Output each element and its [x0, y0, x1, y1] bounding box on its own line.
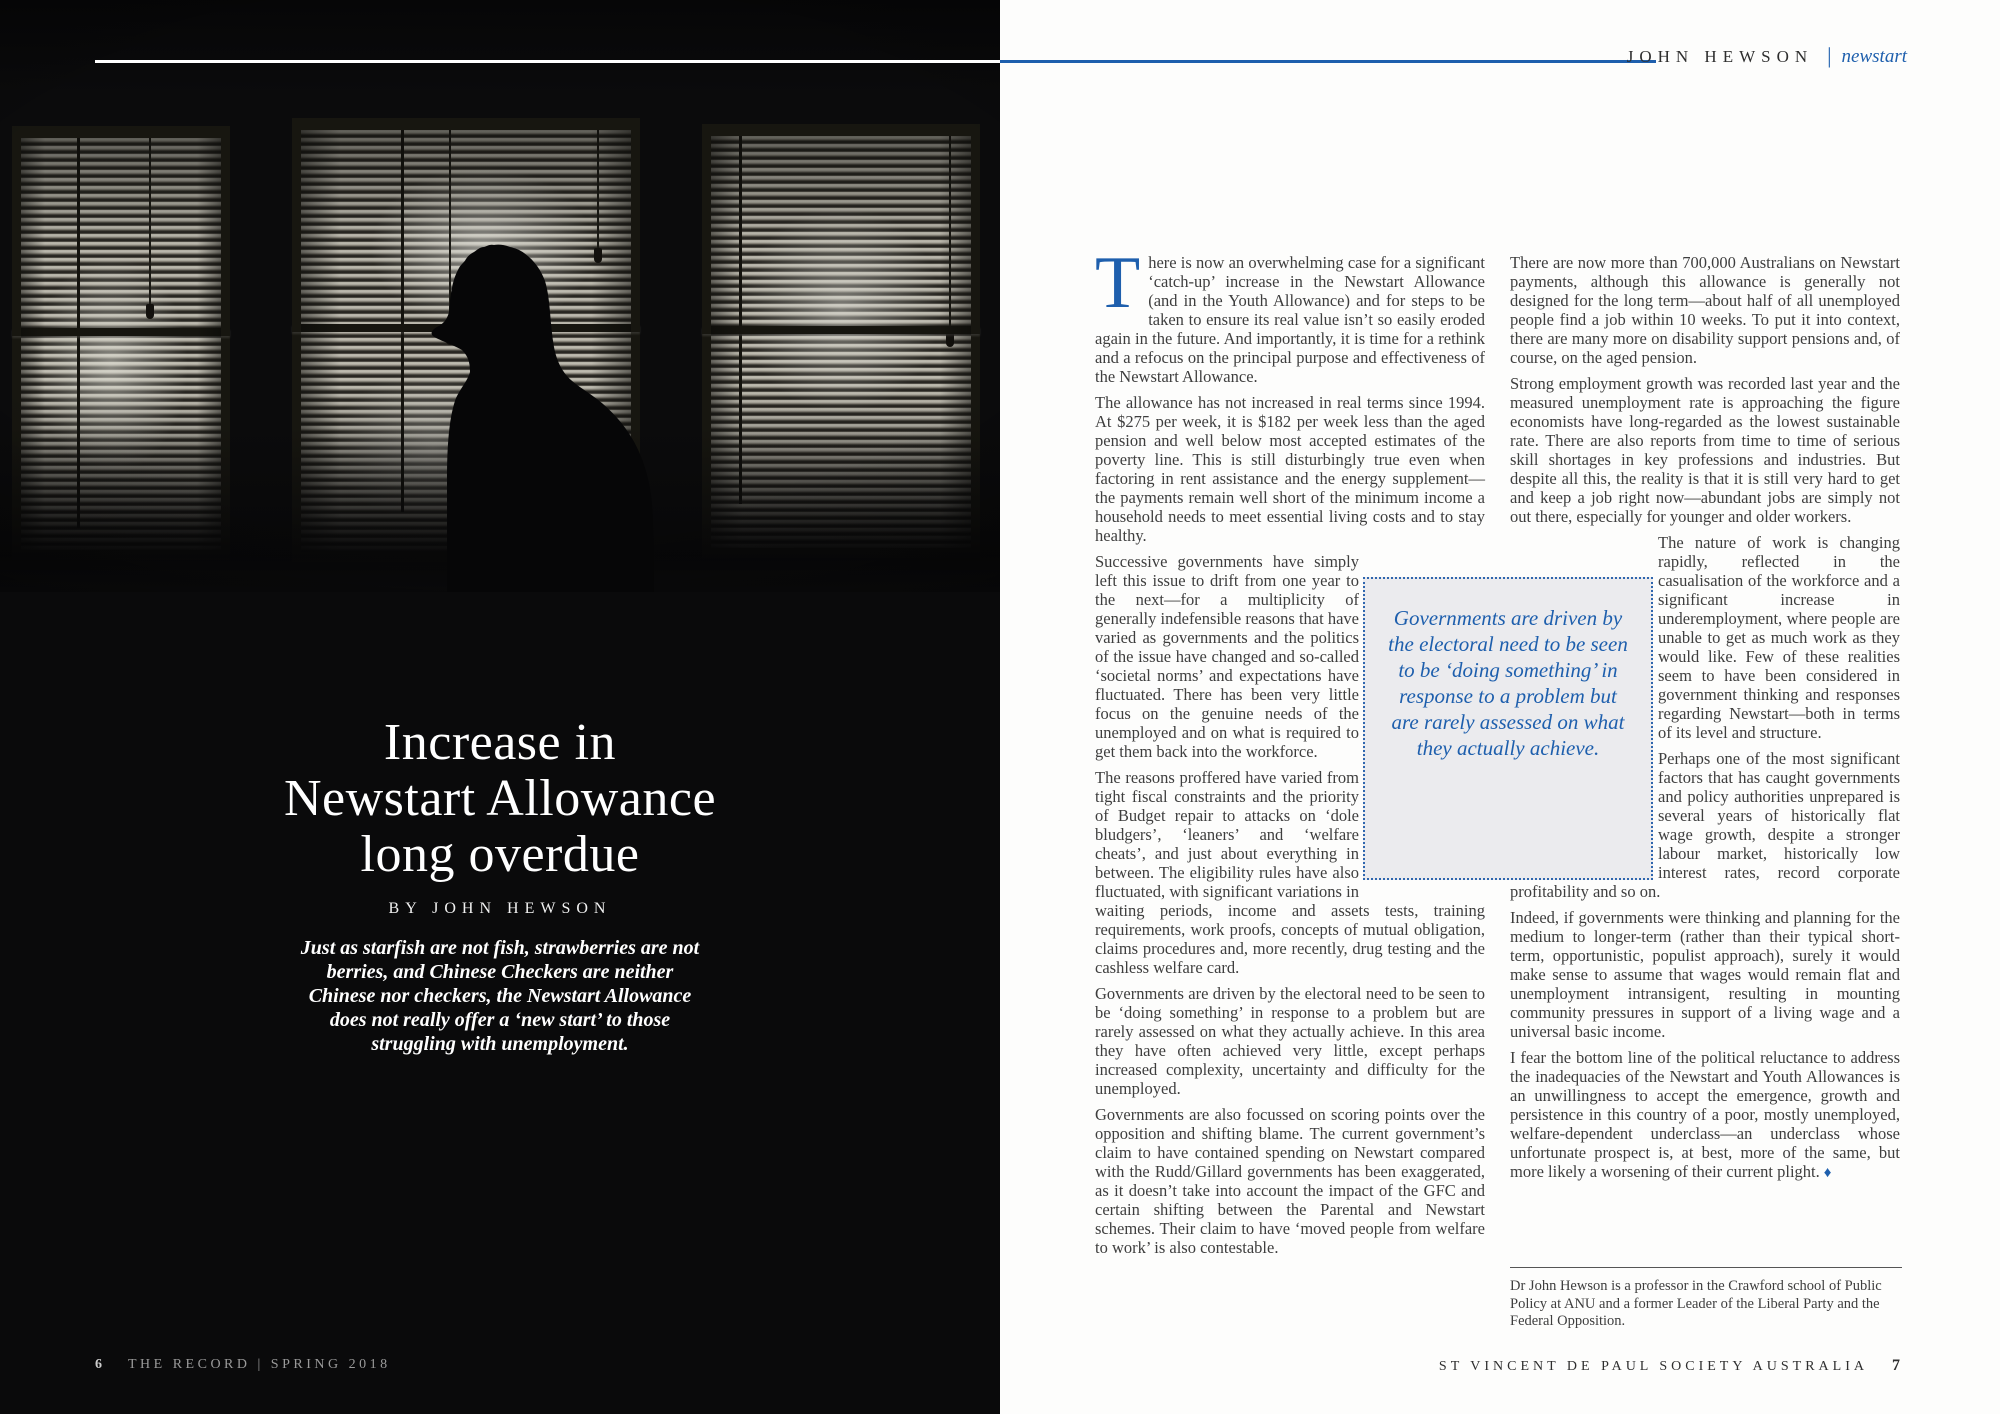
- header-rule: [1000, 60, 1656, 63]
- bio-rule: [1510, 1267, 1902, 1268]
- body-paragraph: Governments are also focussed on scoring points over the opposition and shifting blame. The current government’s claim to have contained spending on Newstart compared with the Rudd/Gillard governments has been exaggerated, as it doesn’t take into account the impact of the GFC and certain shifting between the Parental and Newstart schemes. Their claim to have ‘moved people from welfare to work’ is also contestable.: [1095, 1105, 1485, 1257]
- article-end-mark: ♦: [1823, 1165, 1832, 1181]
- right-page: [1000, 0, 2000, 1414]
- title-line-3: long overdue: [360, 825, 640, 883]
- header-section: newstart: [1841, 46, 1907, 67]
- left-page-top-rule: [95, 60, 1000, 63]
- header-separator: |: [1827, 43, 1832, 68]
- article-title: [90, 715, 910, 883]
- left-footer-text: THE RECORD | SPRING 2018: [128, 1357, 391, 1372]
- body-paragraph: I fear the bottom line of the political reluctance to address the inadequacies of the Newstart and Youth Allowances is an unwillingness to accept the emergence, growth and persistence in this country of a poor, mostly unemployed, welfare-dependent underclass—an underclass whose unfortunate prospect is, at best, more of the same, but more likely a worsening of their current plight. ♦: [1510, 1048, 1900, 1181]
- body-paragraph: Successive governments have simply left this issue to drift from one year to the next—for a multiplicity of generally indefensible reasons that have varied as governments and the politics of the issue have changed and so-called ‘societal norms’ and expectations have fluctuated. There has been very little focus on the genuine needs of the unemployed and on what is required to get them back into the workforce.: [1095, 552, 1359, 761]
- running-header: [1627, 36, 1907, 78]
- pull-quote-box: [1363, 577, 1653, 880]
- title-line-2: Newstart Allowance: [283, 769, 717, 827]
- left-page-number: 6: [95, 1357, 102, 1372]
- byline: BY JOHN HEWSON: [388, 900, 612, 917]
- left-page-footer: [95, 1357, 391, 1373]
- body-paragraph: Indeed, if governments were thinking and planning for the medium to longer-term (rather than their typical short-term, opportunistic, populist approach), surely it would make sense to assume that wages would remain flat and unemployment intransigent, resulting in mounting community pressures in support of a living wage and a universal basic income.: [1510, 908, 1900, 1041]
- right-page-footer: [1439, 1357, 1900, 1375]
- drop-cap: T: [1095, 242, 1141, 324]
- body-paragraph: Governments are driven by the electoral need to be seen to be ‘doing something’ in response to a problem but are rarely assessed on what they actually achieve. In this area they have often achieved very little, except perhaps increased complexity, uncertainty and difficulty for the unemployed.: [1095, 984, 1485, 1098]
- cover-photo: [0, 0, 1000, 592]
- right-footer-text: ST VINCENT DE PAUL SOCIETY AUSTRALIA: [1438, 1359, 1868, 1374]
- body-paragraph: The allowance has not increased in real terms since 1994. At $275 per week, it is $182 per week less than the aged pension and well below most accepted estimates of the poverty line. This is still disturbingly true even when factoring in rent assistance and the energy supplement—the payments remain well short of the minimum income a household needs to meet essential living costs and to stay healthy.: [1095, 393, 1485, 545]
- silhouette-figure: [0, 0, 1000, 592]
- body-paragraph: The nature of work is changing rapidly, reflected in the casualisation of the workforce and a significant increase in underemployment, where people are unable to get as much work as they would like. Few of these realities seem to have been considered in government thinking and responses regarding Newstart—both in terms of its level and structure.: [1658, 533, 1900, 742]
- right-page-number: 7: [1892, 1357, 1900, 1374]
- body-paragraph: Strong employment growth was recorded last year and the measured unemployment rate is approaching the figure economists have long-regarded as the lowest sustainable rate. There are also reports from time to time of serious skill shortages in key professions and industries. But despite all this, the reality is that it is still very hard to get and keep a job right now—abundant jobs are simply not out there, especially for younger and older workers.: [1510, 374, 1900, 526]
- body-paragraph: There are now more than 700,000 Australians on Newstart payments, although this allowance is generally not designed for the long term—about half of all unemployed people find a job within 10 weeks. To put it into context, there are many more on disability support pensions and, of course, on the aged pension.: [1510, 253, 1900, 367]
- pull-quote-text: Governments are driven by the electoral need to be seen to be ‘doing something’ in response to a problem but are rarely assessed on what they actually achieve.: [1388, 606, 1628, 760]
- author-bio: Dr John Hewson is a professor in the Crawford school of Public Policy at ANU and a former Leader of the Liberal Party and the Federal Opposition.: [1510, 1278, 1882, 1329]
- body-paragraph: The reasons proffered have varied from tight fiscal constraints and the priority of Budget repair to attacks on ‘dole bludgers’, ‘leaners’ and ‘welfare cheats’, and just about everything in between. The eligibility rules have also fluctuated, with significant variations in waiting periods, income and assets tests, training requirements, work proofs, concepts of mutual obligation, claims procedures and, more recently, drug testing and the cashless welfare card.: [1095, 768, 1485, 977]
- body-paragraph: There is now an overwhelming case for a significant ‘catch-up’ increase in the Newstart Allowance (and in the Youth Allowance) and for steps to be taken to ensure its real value isn’t so easily eroded again in the future. And importantly, it is time for a rethink and a refocus on the principal purpose and effectiveness of the Newstart Allowance.: [1095, 242, 1485, 386]
- title-line-1: Increase in: [383, 713, 617, 771]
- body-paragraph: Perhaps one of the most significant factors that has caught governments and policy authorities unprepared is several years of historically flat wage growth, despite a stronger labour market, historically low interest rates, record corporate profitability and so on.: [1510, 749, 1900, 901]
- header-author: JOHN HEWSON: [1626, 47, 1814, 66]
- standfirst: Just as starfish are not fish, strawberries are not berries, and Chinese Checkers are neither Chinese nor checkers, the Newstart Allowance does not really offer a ‘new start’ to those struggling with unemployment.: [300, 937, 700, 1055]
